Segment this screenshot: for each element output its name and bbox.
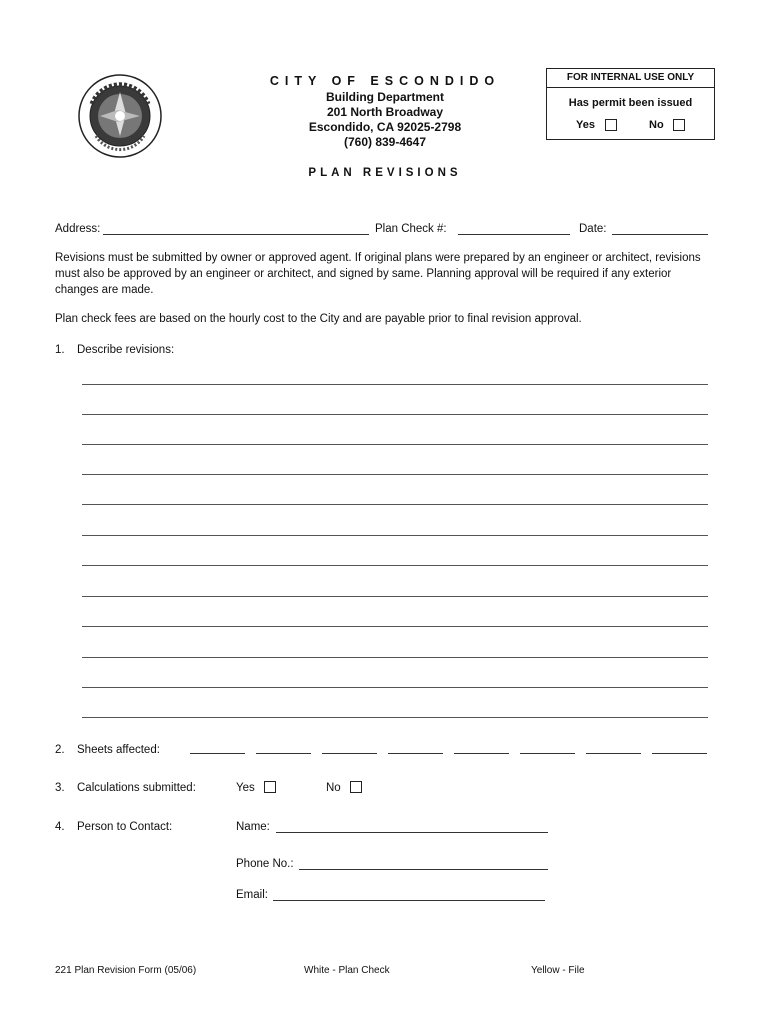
sheet-field[interactable] [652,753,707,754]
yellow-copy-note: Yellow - File [531,965,585,976]
item-3-number: 3. [55,782,65,794]
sheet-field[interactable] [256,753,311,754]
form-id: 221 Plan Revision Form (05/06) [55,965,197,976]
revision-line[interactable] [82,717,708,718]
permit-question: Has permit been issued [568,97,693,109]
department-phone: (760) 839-4647 [343,135,427,149]
sheet-field[interactable] [454,753,509,754]
street-address: 201 North Broadway [326,105,444,119]
fees-paragraph: Plan check fees are based on the hourly cost to the City and are payable prior to final revision approval. [55,313,582,325]
revision-line[interactable] [82,504,708,505]
permit-yes-checkbox[interactable] [605,119,617,131]
revision-line[interactable] [82,535,708,536]
sheets-affected-label: Sheets affected: [77,744,160,756]
revision-line[interactable] [82,687,708,688]
permit-no-checkbox[interactable] [673,119,685,131]
internal-use-box [546,68,715,140]
item-1-number: 1. [55,344,65,356]
sheet-field[interactable] [520,753,575,754]
describe-revisions-label: Describe revisions: [77,344,175,356]
person-to-contact-label: Person to Contact: [77,821,173,833]
revision-line[interactable] [82,414,708,415]
permit-no-label: No [649,119,664,131]
address-label: Address: [55,223,101,235]
revision-line[interactable] [82,626,708,627]
sheet-field[interactable] [322,753,377,754]
name-field[interactable] [276,832,548,833]
revision-line[interactable] [82,657,708,658]
department-name: Building Department [325,90,444,104]
plan-check-field[interactable] [458,234,570,235]
revision-line[interactable] [82,444,708,445]
calculations-label: Calculations submitted: [77,782,196,794]
item-2-number: 2. [55,744,65,756]
name-label: Name: [236,821,270,833]
sheet-field[interactable] [586,753,641,754]
calculations-no-label: No [326,782,341,794]
letterhead [230,74,540,150]
calculations-no-checkbox[interactable] [350,781,362,793]
internal-use-title: FOR INTERNAL USE ONLY [547,69,714,88]
sheet-field[interactable] [388,753,443,754]
email-field[interactable] [273,900,545,901]
date-field[interactable] [612,234,708,235]
email-label: Email: [236,889,268,901]
city-seal-icon [78,74,162,158]
plan-check-label: Plan Check #: [375,223,447,235]
address-field[interactable] [103,234,369,235]
white-copy-note: White - Plan Check [304,965,390,976]
calculations-yes-label: Yes [236,782,255,794]
revision-line[interactable] [82,474,708,475]
instructions-paragraph: Revisions must be submitted by owner or approved agent. If original plans were prepared by an engineer or architect, revisions must also be approved by an engineer or architect, and signed by same. Planning approval will be required if any exterior changes are made. [55,252,701,296]
revision-line[interactable] [82,565,708,566]
city-name: CITY OF ESCONDIDO [269,74,501,88]
date-label: Date: [579,223,607,235]
revision-line[interactable] [82,596,708,597]
permit-yes-label: Yes [576,119,595,131]
form-title: PLAN REVISIONS [308,167,462,179]
revision-line[interactable] [82,384,708,385]
sheet-field[interactable] [190,753,245,754]
calculations-yes-checkbox[interactable] [264,781,276,793]
phone-label: Phone No.: [236,858,294,870]
phone-field[interactable] [299,869,548,870]
item-4-number: 4. [55,821,65,833]
city-state-zip: Escondido, CA 92025-2798 [308,120,462,134]
